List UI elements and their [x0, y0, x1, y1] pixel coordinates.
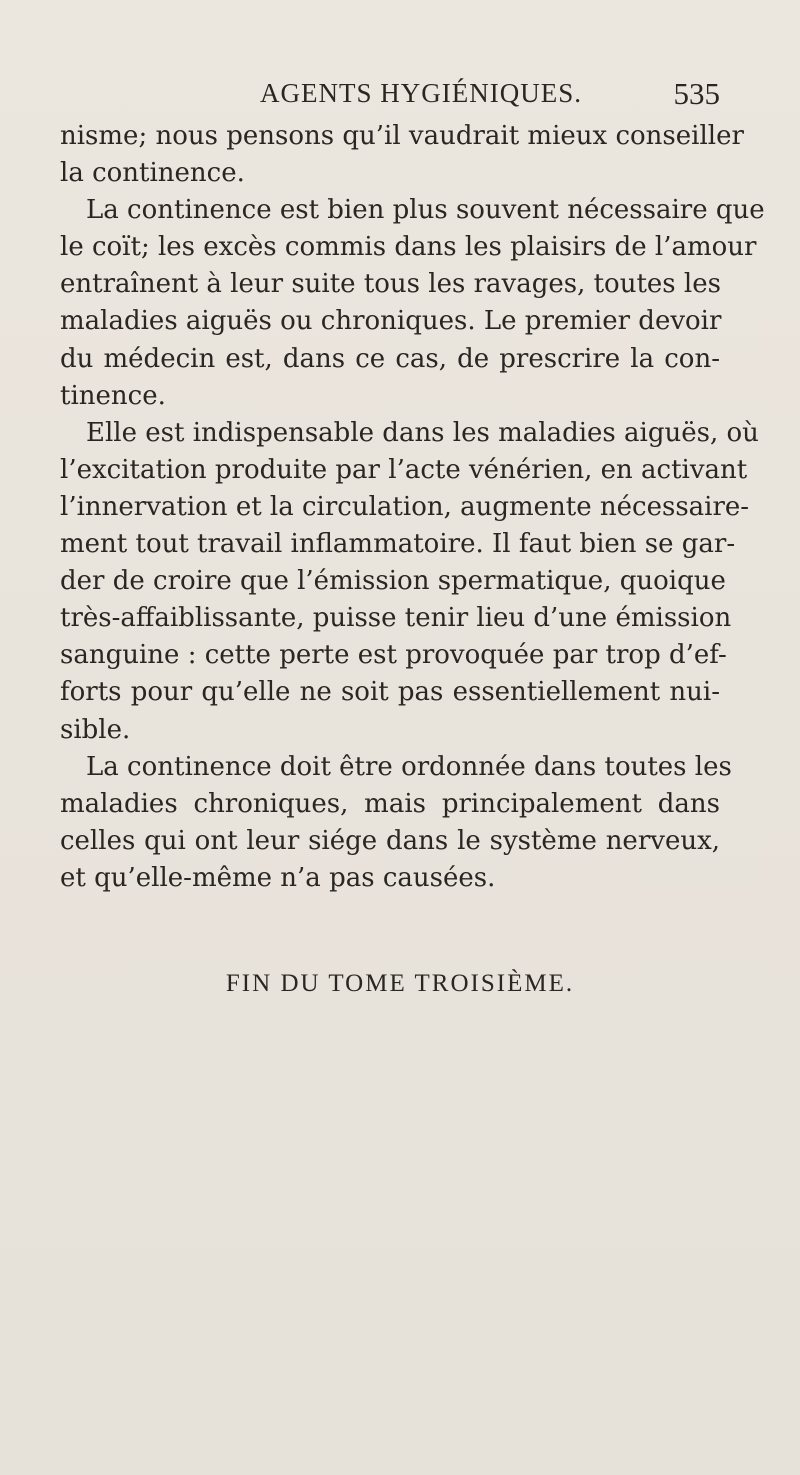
text-line: La continence doit être ordonnée dans toutes les: [86, 751, 732, 782]
paragraph: [60, 749, 732, 897]
text-line: du médecin est, dans ce cas, de prescrire la con-: [60, 343, 720, 374]
text-line: forts pour qu’elle ne soit pas essentiellement nui-: [60, 677, 720, 708]
text-line: La continence est bien plus souvent nécessaire que: [86, 195, 765, 226]
text-line: celles qui ont leur siége dans le système nerveux,: [60, 825, 720, 856]
text-line: l’innervation et la circulation, augmente nécessaire-: [60, 491, 750, 522]
paragraph: [60, 415, 759, 749]
text-line: sanguine : cette perte est provoquée par trop d’ef-: [60, 640, 727, 671]
running-title: AGENTS HYGIÉNIQUES.: [260, 78, 582, 108]
text-line: maladies aiguës ou chroniques. Le premier devoir: [60, 306, 722, 337]
text-line: et qu’elle-même n’a pas causées.: [60, 862, 496, 893]
body-text: [60, 118, 765, 897]
end-of-volume-note: FIN DU TOME TROISIÈME.: [225, 970, 575, 997]
text-line: der de croire que l’émission spermatique, quoique: [60, 566, 726, 597]
text-line: sible.: [60, 714, 131, 745]
page-header: [60, 78, 720, 118]
text-line: l’excitation produite par l’acte vénérien, en activant: [60, 454, 748, 485]
paragraph: [60, 192, 765, 415]
page-number: 535: [673, 76, 720, 111]
text-line: Elle est indispensable dans les maladies aiguës, où: [86, 417, 759, 448]
text-line: maladies chroniques, mais principalement dans: [60, 788, 720, 819]
paragraph: [60, 118, 744, 192]
text-line: entraînent à leur suite tous les ravages, toutes les: [60, 269, 721, 300]
text-line: très-affaiblissante, puisse tenir lieu d’une émission: [60, 603, 732, 634]
text-line: nisme; nous pensons qu’il vaudrait mieux conseiller: [60, 121, 744, 151]
text-line: la continence.: [60, 158, 245, 189]
text-line: tinence.: [60, 380, 166, 411]
text-line: le coït; les excès commis dans les plaisirs de l’amour: [60, 232, 757, 263]
text-line: ment tout travail inflammatoire. Il faut bien se gar-: [60, 529, 736, 560]
